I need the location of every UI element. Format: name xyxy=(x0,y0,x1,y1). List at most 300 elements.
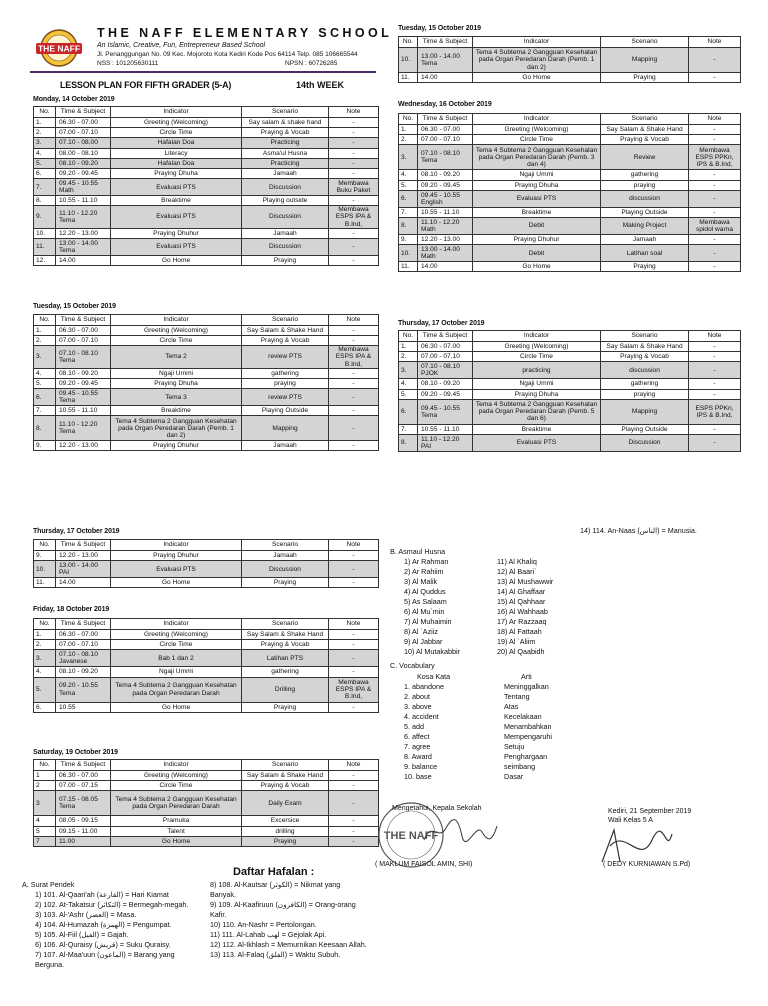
surat-item: Berguna. xyxy=(35,960,65,969)
table-header-row xyxy=(34,760,379,771)
row-scenario: Jamaah xyxy=(242,168,329,178)
table-header-row xyxy=(399,114,741,125)
column-header: Time & Subject xyxy=(418,37,473,48)
vocab-row xyxy=(404,762,564,772)
row-number: 1. xyxy=(34,326,56,336)
vocab-row xyxy=(404,752,564,762)
row-time-subject: 07.00 - 07.10 xyxy=(56,640,111,650)
row-note: - xyxy=(329,168,379,178)
row-scenario: Review xyxy=(601,145,689,170)
day-title: Monday, 14 October 2019 xyxy=(33,96,115,103)
row-number: 1. xyxy=(34,118,56,128)
day-title: Thursday, 17 October 2019 xyxy=(33,528,120,535)
row-indicator: Greeting (Welcoming) xyxy=(473,125,601,135)
row-number: 5 xyxy=(34,826,56,836)
row-number: 11. xyxy=(399,262,418,272)
row-time-subject: 12.20 - 13.00 xyxy=(418,234,473,244)
row-indicator: Praying Dhuha xyxy=(111,168,242,178)
row-note: - xyxy=(329,551,379,561)
row-scenario: Praying xyxy=(242,255,329,265)
vocab-head-word: Kosa Kata xyxy=(417,672,451,681)
row-indicator: Evaluasi PTS xyxy=(473,434,601,451)
row-indicator: Greeting (Welcoming) xyxy=(111,326,242,336)
table-row xyxy=(399,145,741,170)
row-number: 2. xyxy=(399,135,418,145)
vocab-meaning: Atas xyxy=(504,702,519,711)
day-title: Tuesday, 15 October 2019 xyxy=(33,303,116,310)
asmaul-husna-item: 10) Al Mutakabbir xyxy=(404,647,460,656)
row-scenario: praying xyxy=(601,180,689,190)
table-row xyxy=(34,702,379,712)
school-address: Jl. Penanggungan No. 09 Kec. Mojoroto Kota Kediri Kode Pos 64114 Telp. 085 106665544 xyxy=(97,51,358,58)
row-time-subject: 14.00 xyxy=(56,255,111,265)
vocab-word: 7. agree xyxy=(404,742,431,751)
column-header: No. xyxy=(34,619,56,630)
row-indicator: Talent xyxy=(111,826,242,836)
row-indicator: Breaktime xyxy=(111,406,242,416)
row-note: - xyxy=(329,640,379,650)
vocab-word: 2. about xyxy=(404,692,430,701)
section-c-title: C. Vocabulary xyxy=(390,661,435,670)
row-indicator: Tema 4 Subtema 2 Gangguan Kesehatan pada Organ Peredaran Darah (Pemb. 3 dan 4) xyxy=(473,145,601,170)
row-note: Membawa Buku Paket xyxy=(329,179,379,196)
surat-item: 12) 112. Al-Ikhlash = Memurnikan Keesaan Allah. xyxy=(210,940,367,949)
row-note: - xyxy=(329,128,379,138)
row-time-subject: 07.00 - 07.10 xyxy=(418,135,473,145)
table-row xyxy=(34,416,379,441)
row-number: 5. xyxy=(34,677,56,702)
row-indicator: Go Home xyxy=(111,836,242,846)
table-row xyxy=(34,228,379,238)
row-indicator: practicing xyxy=(473,362,601,379)
asmaul-husna-item: 2) Ar Rahiim xyxy=(404,567,444,576)
table-row xyxy=(34,677,379,702)
row-number: 3. xyxy=(34,346,56,368)
row-note: - xyxy=(689,342,741,352)
surat-item: Banyak. xyxy=(210,890,236,899)
asmaul-husna-item: 17) Ar Razzaaq xyxy=(497,617,547,626)
day-title: Wednesday, 16 October 2019 xyxy=(398,101,492,108)
column-header: Scenario xyxy=(601,37,689,48)
row-note: - xyxy=(329,650,379,667)
row-scenario: Jamaah xyxy=(601,234,689,244)
column-header: Scenario xyxy=(242,619,329,630)
row-time-subject: 07.15 - 08.05 Tema xyxy=(56,791,111,816)
table-row xyxy=(399,73,741,83)
table-row xyxy=(399,379,741,389)
vocab-word: 6. affect xyxy=(404,732,430,741)
row-number: 4. xyxy=(34,368,56,378)
row-scenario: Say Salam & Shake Hand xyxy=(242,630,329,640)
row-time-subject: 08.10 - 09.20 xyxy=(56,368,111,378)
surat-item: 11) 111. Al-Lahab لهب = Gejolak Api. xyxy=(210,930,327,939)
row-time-subject: 12.20 - 13.00 xyxy=(56,228,111,238)
row-scenario: discussion xyxy=(601,362,689,379)
row-indicator: Circle Time xyxy=(473,135,601,145)
row-note: - xyxy=(329,158,379,168)
row-number: 4. xyxy=(34,148,56,158)
table-row xyxy=(34,255,379,265)
surat-item: 5) 105. Al-Fiil (الفيل) = Gajah. xyxy=(35,930,129,939)
table-row xyxy=(399,424,741,434)
row-time-subject: 10.55 - 11.10 xyxy=(418,207,473,217)
asmaul-husna-item: 13) Al Mushawwir xyxy=(497,577,554,586)
table-row xyxy=(34,118,379,128)
row-indicator: Ngaji Ummi xyxy=(111,667,242,677)
row-time-subject: 11.10 - 12.20 PAI xyxy=(418,434,473,451)
column-header: No. xyxy=(399,114,418,125)
row-note: - xyxy=(329,389,379,406)
row-indicator: Go Home xyxy=(111,578,242,588)
row-time-subject: 14.00 xyxy=(418,262,473,272)
row-indicator: Evaluasi PTS xyxy=(111,561,242,578)
nss-number: NSS : 101205630111 xyxy=(97,60,159,67)
row-time-subject: 06.30 - 07.00 xyxy=(56,630,111,640)
column-header: Indicator xyxy=(473,37,601,48)
asmaul-husna-item: 19) Al `Aliim xyxy=(497,637,536,646)
row-note: - xyxy=(689,352,741,362)
row-indicator: Circle Time xyxy=(111,640,242,650)
schedule-table-thursday-cont xyxy=(33,539,379,588)
row-number: 1. xyxy=(34,630,56,640)
table-row xyxy=(399,399,741,424)
row-indicator: Evaluasi PTS xyxy=(111,206,242,228)
asmaul-husna-item: 14) Al Ghaffaar xyxy=(497,587,546,596)
row-scenario: Praying & Vocab xyxy=(242,781,329,791)
row-number: 7. xyxy=(399,424,418,434)
table-row xyxy=(399,207,741,217)
vocab-row xyxy=(404,732,564,742)
row-number: 2. xyxy=(34,640,56,650)
row-scenario: discussion xyxy=(601,190,689,207)
row-indicator: Go Home xyxy=(473,73,601,83)
column-header: Indicator xyxy=(111,760,242,771)
table-row xyxy=(34,238,379,255)
row-time-subject: 07.10 - 08.00 xyxy=(56,138,111,148)
vocab-word: 9. balance xyxy=(404,762,438,771)
row-note: Membawa spidol warna xyxy=(689,217,741,234)
asmaul-husna-item: 8) Al `Aziiz xyxy=(404,627,438,636)
row-number: 6. xyxy=(34,168,56,178)
npsn-number: NPSN : 60726285 xyxy=(285,60,338,67)
vocab-meaning: Kecelakaan xyxy=(504,712,542,721)
row-number: 2 xyxy=(34,781,56,791)
row-time-subject: 10.55 - 11.10 xyxy=(418,424,473,434)
asmaul-husna-item: 11) Al Khaliq xyxy=(497,557,537,566)
row-indicator: Praying Dhuhur xyxy=(473,234,601,244)
column-header: Indicator xyxy=(473,114,601,125)
homeroom-label: Wali Kelas 5 A xyxy=(608,817,653,824)
row-note: - xyxy=(689,170,741,180)
row-indicator: Praying Dhuha xyxy=(473,389,601,399)
row-scenario: Excersice xyxy=(242,816,329,826)
row-time-subject: 11.10 - 12.20 Math xyxy=(418,217,473,234)
column-header: Note xyxy=(689,37,741,48)
asmaul-husna-item: 7) Al Muhaimin xyxy=(404,617,452,626)
table-row xyxy=(34,158,379,168)
table-row xyxy=(399,352,741,362)
surat-item-14: 14) 114. An-Naas (الناس) = Manusia. xyxy=(580,526,697,535)
surat-item: 10) 110. An-Nashr = Pertolongan. xyxy=(210,920,317,929)
row-number: 10. xyxy=(399,245,418,262)
table-header-row xyxy=(34,540,379,551)
row-number: 11. xyxy=(34,578,56,588)
row-note: - xyxy=(329,368,379,378)
row-indicator: Praying Dhuha xyxy=(473,180,601,190)
row-number: 3. xyxy=(34,138,56,148)
row-indicator: Praying Dhuha xyxy=(111,378,242,388)
row-note: - xyxy=(689,389,741,399)
table-row xyxy=(399,234,741,244)
column-header: Scenario xyxy=(601,331,689,342)
table-row xyxy=(399,48,741,73)
header-divider xyxy=(30,71,376,73)
surat-list-right xyxy=(210,880,367,960)
row-indicator: Debit xyxy=(473,217,601,234)
row-time-subject: 07.00 - 07.10 xyxy=(418,352,473,362)
table-row xyxy=(34,630,379,640)
column-header: Time & Subject xyxy=(418,331,473,342)
hafalan-title: Daftar Hafalan : xyxy=(233,866,315,878)
row-indicator: Literacy xyxy=(111,148,242,158)
row-indicator: Greeting (Welcoming) xyxy=(111,771,242,781)
row-time-subject: 09.20 - 10.55 Tema xyxy=(56,677,111,702)
row-scenario: Say salam & shake hand xyxy=(242,118,329,128)
asmaul-husna-item: 20) Al Qaabidh xyxy=(497,647,545,656)
row-indicator: Tema 4 Subtema 2 Gangguan Kesehatan pada Organ Peredaran Darah (Pemb. 1 dan 2) xyxy=(111,416,242,441)
column-header: Time & Subject xyxy=(56,760,111,771)
row-note: - xyxy=(689,190,741,207)
row-note: Membawa ESPS IPA & B.Ind, xyxy=(329,677,379,702)
row-indicator: Tema 4 Subtema 2 Gangguan Kesehatan pada Organ Peredaran Darah xyxy=(111,791,242,816)
row-scenario: Discussion xyxy=(242,179,329,196)
row-indicator: Evaluasi PTS xyxy=(473,190,601,207)
row-scenario: Mapping xyxy=(242,416,329,441)
row-scenario: gathering xyxy=(242,368,329,378)
row-note: - xyxy=(329,148,379,158)
row-note: - xyxy=(329,816,379,826)
table-row xyxy=(34,378,379,388)
week-label: 14th WEEK xyxy=(296,80,345,90)
row-time-subject: 07.10 - 08.10 PJOK xyxy=(418,362,473,379)
row-scenario: Drilling xyxy=(242,677,329,702)
row-time-subject: 07.10 - 08.10 Tema xyxy=(56,346,111,368)
day-title: Tuesday, 15 October 2019 xyxy=(398,25,481,32)
row-time-subject: 08.05 - 09.15 xyxy=(56,816,111,826)
row-note: - xyxy=(329,336,379,346)
surat-item: Kafir. xyxy=(210,910,227,919)
row-number: 5. xyxy=(399,180,418,190)
row-scenario: drilling xyxy=(242,826,329,836)
row-indicator: Praying Dhuhur xyxy=(111,441,242,451)
table-header-row xyxy=(34,107,379,118)
row-scenario: Say Salam & Shake Hand xyxy=(242,771,329,781)
schedule-table-monday xyxy=(33,106,379,266)
row-scenario: gathering xyxy=(601,170,689,180)
column-header: Note xyxy=(329,540,379,551)
surat-item: 1) 101. Al-Qaari'ah (القارعة) = Hari Kiamat xyxy=(35,890,169,899)
row-time-subject: 09.45 - 10.55 English xyxy=(418,190,473,207)
row-time-subject: 08.10 - 09.20 xyxy=(56,158,111,168)
row-note: - xyxy=(689,48,741,73)
row-time-subject: 12.20 - 13.00 xyxy=(56,551,111,561)
schedule-table-friday xyxy=(33,618,379,713)
vocab-meaning: seimbang xyxy=(504,762,536,771)
row-indicator: Greeting (Welcoming) xyxy=(473,342,601,352)
column-header: Note xyxy=(329,107,379,118)
row-note: - xyxy=(689,73,741,83)
row-time-subject: 09.20 - 09.45 xyxy=(418,180,473,190)
school-name: THE NAFF ELEMENTARY SCHOOL xyxy=(97,26,393,40)
row-time-subject: 14.00 xyxy=(56,578,111,588)
column-header: Scenario xyxy=(242,107,329,118)
row-indicator: Praying Dhuhur xyxy=(111,228,242,238)
table-row xyxy=(399,389,741,399)
row-note: - xyxy=(689,180,741,190)
row-time-subject: 06.30 - 07.00 xyxy=(418,125,473,135)
stamp-lettering: THE NAFF xyxy=(383,830,439,842)
row-number: 2. xyxy=(34,336,56,346)
row-scenario: Say Salam & Shake Hand xyxy=(242,326,329,336)
row-indicator: Circle Time xyxy=(111,781,242,791)
row-time-subject: 13.00 - 14.00 Tema xyxy=(418,48,473,73)
table-header-row xyxy=(399,37,741,48)
column-header: Indicator xyxy=(111,540,242,551)
row-number: 11. xyxy=(399,73,418,83)
row-scenario: Daily Exam xyxy=(242,791,329,816)
row-time-subject: 06.30 - 07.00 xyxy=(56,326,111,336)
row-time-subject: 10.55 xyxy=(56,702,111,712)
row-number: 1. xyxy=(399,342,418,352)
row-number: 10. xyxy=(34,561,56,578)
row-note: - xyxy=(689,125,741,135)
table-row xyxy=(34,196,379,206)
row-number: 9. xyxy=(34,551,56,561)
vocab-row xyxy=(404,742,564,752)
row-scenario: Discussion xyxy=(601,434,689,451)
vocab-row xyxy=(404,772,564,782)
row-scenario: review PTS xyxy=(242,346,329,368)
row-time-subject: 09.45 - 10.55 Math xyxy=(56,179,111,196)
row-time-subject: 08.00 - 08.10 xyxy=(56,148,111,158)
signature-date: Kediri, 21 September 2019 xyxy=(608,808,692,815)
row-indicator: Greeting (Welcoming) xyxy=(111,118,242,128)
row-number: 8. xyxy=(34,416,56,441)
row-number: 3. xyxy=(399,362,418,379)
row-number: 12. xyxy=(34,255,56,265)
asmaul-husna-right xyxy=(497,557,553,657)
row-scenario: Mapping xyxy=(601,399,689,424)
surat-item: 13) 113. Al-Falaq (الفلق) = Waktu Subuh. xyxy=(210,950,341,959)
row-scenario: Praying xyxy=(601,73,689,83)
row-indicator: Hafalan Doa xyxy=(111,158,242,168)
table-row xyxy=(34,836,379,846)
row-time-subject: 07.00 - 07.10 xyxy=(56,128,111,138)
row-number: 5. xyxy=(34,158,56,168)
row-scenario: Playing outside xyxy=(242,196,329,206)
row-scenario: review PTS xyxy=(242,389,329,406)
row-number: 11. xyxy=(34,238,56,255)
table-row xyxy=(399,362,741,379)
surat-item: 7) 107. Al-Maa'uun (الماعون) = Barang yang xyxy=(35,950,175,959)
vocab-row xyxy=(404,722,564,732)
row-note: - xyxy=(329,238,379,255)
schedule-table-tuesday xyxy=(33,314,379,451)
row-note: - xyxy=(329,118,379,128)
vocab-row xyxy=(404,682,564,692)
row-time-subject: 11.10 - 12.20 Tema xyxy=(56,416,111,441)
row-number: 5. xyxy=(34,378,56,388)
row-note: - xyxy=(689,207,741,217)
row-indicator: Breaktime xyxy=(473,424,601,434)
column-header: No. xyxy=(34,315,56,326)
table-row xyxy=(399,135,741,145)
row-indicator: Tema 4 Subtema 2 Gangguan Kesehatan pada Organ Peredaran Darah (Pemb. 5 dan 6) xyxy=(473,399,601,424)
row-scenario: gathering xyxy=(242,667,329,677)
column-header: Time & Subject xyxy=(56,107,111,118)
row-time-subject: 09.45 - 10.55 Tema xyxy=(56,389,111,406)
row-note: Membawa ESPS IPA & B.Ind, xyxy=(329,346,379,368)
vocab-word: 3. above xyxy=(404,702,432,711)
row-indicator: Ngaji Ummi xyxy=(473,170,601,180)
vocab-meaning: Meninggalkan xyxy=(504,682,549,691)
row-number: 8. xyxy=(399,434,418,451)
row-note: - xyxy=(329,138,379,148)
row-scenario: Say Salam & Shake Hand xyxy=(601,342,689,352)
row-note: - xyxy=(329,561,379,578)
table-row xyxy=(34,561,379,578)
row-number: 3. xyxy=(399,145,418,170)
row-time-subject: 08.10 - 09.20 xyxy=(418,170,473,180)
row-scenario: Latihan soal xyxy=(601,245,689,262)
table-row xyxy=(34,441,379,451)
column-header: Note xyxy=(689,114,741,125)
table-row xyxy=(34,771,379,781)
column-header: No. xyxy=(34,540,56,551)
row-note: - xyxy=(689,262,741,272)
principal-signature xyxy=(420,812,500,852)
asmaul-husna-item: 1) Ar Rahman xyxy=(404,557,449,566)
row-note: - xyxy=(329,326,379,336)
column-header: Note xyxy=(329,760,379,771)
row-time-subject: 06.30 - 07.00 xyxy=(418,342,473,352)
row-indicator: Greeting (Welcoming) xyxy=(111,630,242,640)
row-indicator: Circle Time xyxy=(111,128,242,138)
vocab-word: 10. base xyxy=(404,772,432,781)
vocab-list xyxy=(404,682,564,782)
row-indicator: Ngaji Ummi xyxy=(473,379,601,389)
row-scenario: praying xyxy=(242,378,329,388)
principal-label: Mengetahui, Kepala Sekolah xyxy=(392,805,482,812)
row-number: 8. xyxy=(399,217,418,234)
row-time-subject: 09.15 - 11.00 xyxy=(56,826,111,836)
surat-item: 8) 108. Al-Kautsar (الكوثر) = Nikmat yang xyxy=(210,880,341,889)
column-header: Note xyxy=(689,331,741,342)
column-header: Indicator xyxy=(111,107,242,118)
row-note: - xyxy=(329,378,379,388)
asmaul-husna-item: 15) Al Qahhaar xyxy=(497,597,546,606)
teacher-name: ( DEDY KURNIAWAN S.Pd) xyxy=(603,861,691,868)
row-scenario: Jamaah xyxy=(242,228,329,238)
row-indicator: Praying Dhuhur xyxy=(111,551,242,561)
table-row xyxy=(399,217,741,234)
row-scenario: Jamaah xyxy=(242,441,329,451)
row-number: 4. xyxy=(399,379,418,389)
asmaul-husna-item: 9) Al Jabbar xyxy=(404,637,443,646)
row-note: - xyxy=(329,416,379,441)
row-scenario: Asma'ul Husna xyxy=(242,148,329,158)
row-note: - xyxy=(329,781,379,791)
